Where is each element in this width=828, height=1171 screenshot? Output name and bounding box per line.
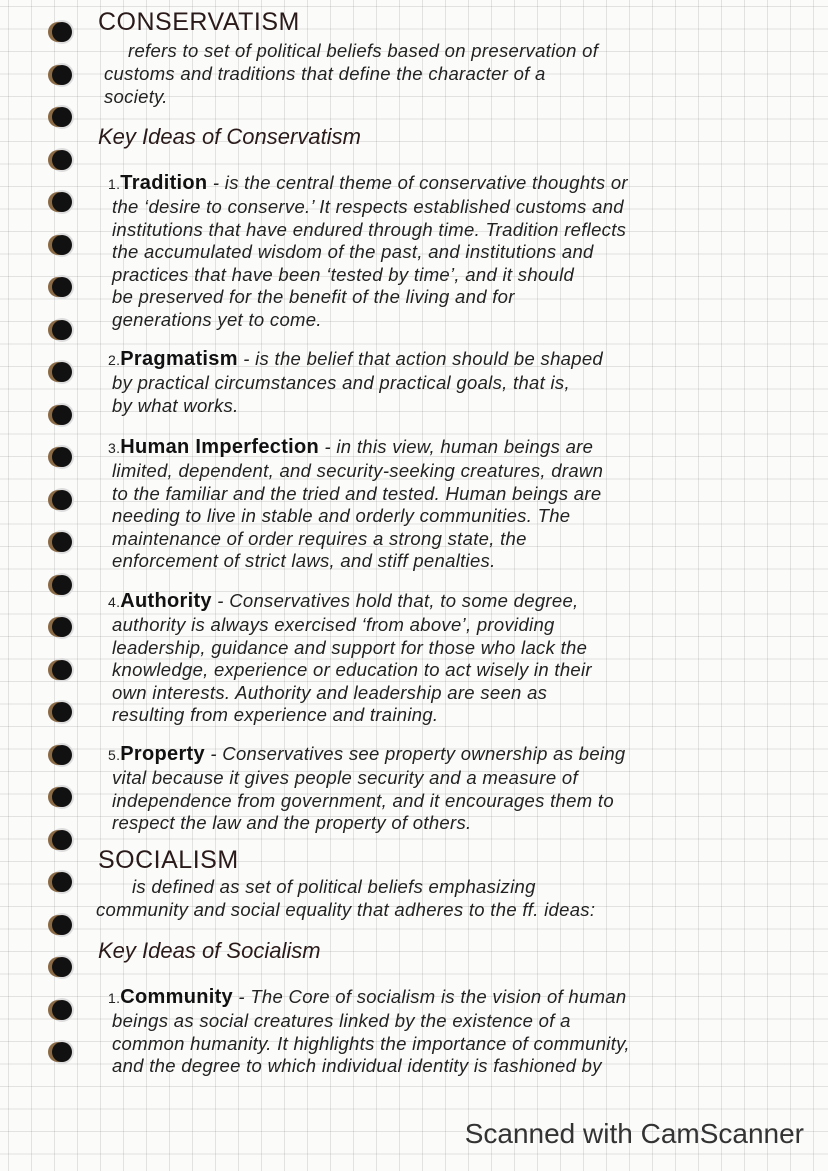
item-number: 4. (108, 594, 121, 610)
item-text: - The Core of socialism is the vision of human (232, 986, 627, 1007)
item-line: leadership, guidance and support for those who lack the (112, 636, 588, 658)
binding-hole (52, 277, 72, 297)
item-number: 1. (108, 176, 121, 192)
item-line: independence from government, and it encourages them to (112, 789, 614, 811)
item-line: limited, dependent, and security-seeking creatures, drawn (112, 460, 604, 481)
key-idea-item (108, 986, 627, 1009)
key-idea-item (108, 590, 579, 613)
item-term: Community (120, 986, 233, 1008)
key-ideas-heading: Key Ideas of Socialism (98, 938, 321, 963)
item-number: 5. (108, 747, 121, 763)
binding-hole (52, 490, 72, 510)
binding-hole (52, 617, 72, 637)
binding-hole (52, 447, 72, 467)
item-line: to the familiar and the tried and tested. Human beings are (112, 482, 602, 504)
binding-hole (52, 1000, 72, 1020)
item-line: practices that have been ‘tested by time’, and it should (112, 263, 575, 285)
item-term: Authority (120, 590, 212, 612)
item-line: common humanity. It highlights the importance of community, (112, 1032, 630, 1054)
item-text: - Conservatives hold that, to some degree, (211, 590, 579, 611)
item-line: and the degree to which individual identity is fashioned by (112, 1055, 602, 1077)
item-number: 3. (108, 440, 121, 456)
intro-line: community and social equality that adheres to the ff. ideas: (96, 899, 596, 920)
item-term: Pragmatism (120, 348, 238, 370)
item-line: needing to live in stable and orderly communities. The (112, 505, 571, 527)
item-term: Tradition (120, 172, 208, 194)
binding-hole (52, 405, 72, 425)
binding-hole (52, 22, 72, 42)
item-line: the ‘desire to conserve.’ It respects established customs and (112, 196, 624, 217)
item-line: resulting from experience and training. (112, 704, 439, 726)
binding-hole (52, 915, 72, 935)
key-idea-item (108, 436, 593, 459)
item-line: by what works. (112, 394, 239, 416)
scanner-watermark: Scanned with CamScanner (464, 1118, 804, 1149)
intro-line: society. (104, 86, 168, 107)
key-idea-item (108, 743, 626, 766)
item-line: generations yet to come. (112, 309, 322, 330)
item-text: - is the belief that action should be shaped (237, 348, 604, 369)
binding-hole (52, 235, 72, 255)
binding-hole (52, 575, 72, 595)
intro-line: is defined as set of political beliefs emphasizing (132, 876, 536, 897)
binding-hole (52, 107, 72, 127)
item-text: - is the central theme of conservative thoughts or (207, 172, 628, 193)
binding-hole (52, 150, 72, 170)
item-text: - in this view, human beings are (319, 436, 594, 457)
item-number: 1. (108, 990, 121, 1006)
section-title: CONSERVATISM (98, 8, 300, 36)
item-line: enforcement of strict laws, and stiff penalties. (112, 550, 496, 572)
binding-hole (52, 362, 72, 382)
item-number: 2. (108, 352, 121, 368)
item-line: be preserved for the benefit of the living and for (112, 286, 515, 308)
intro-line: customs and traditions that define the character of a (104, 63, 546, 84)
item-term: Property (120, 743, 205, 765)
item-term: Human Imperfection (120, 436, 320, 458)
item-text: - Conservatives see property ownership as being (204, 743, 626, 764)
item-line: institutions that have endured through time. Tradition reflects (112, 218, 627, 240)
binding-hole (52, 957, 72, 977)
item-line: own interests. Authority and leadership are seen as (112, 681, 548, 703)
key-idea-item (108, 348, 603, 371)
binding-hole (52, 192, 72, 212)
item-line: respect the law and the property of others. (112, 812, 472, 834)
item-line: beings as social creatures linked by the existence of a (112, 1010, 571, 1031)
item-line: vital because it gives people security and a measure of (112, 767, 578, 788)
binding-hole (52, 1042, 72, 1062)
binding-hole (52, 787, 72, 807)
binding-hole (52, 830, 72, 850)
item-line: authority is always exercised ‘from above’, providing (112, 614, 555, 635)
binding-hole (52, 320, 72, 340)
item-line: the accumulated wisdom of the past, and institutions and (112, 241, 594, 263)
section-title: SOCIALISM (98, 846, 239, 874)
binding-hole (52, 65, 72, 85)
binding-hole (52, 702, 72, 722)
item-line: knowledge, experience or education to act wisely in their (112, 659, 592, 681)
binding-hole (52, 532, 72, 552)
intro-line: refers to set of political beliefs based on preservation of (128, 40, 599, 61)
item-line: by practical circumstances and practical goals, that is, (112, 372, 570, 393)
key-idea-item (108, 172, 628, 195)
item-line: maintenance of order requires a strong state, the (112, 527, 527, 549)
binding-hole (52, 745, 72, 765)
binding-hole (52, 660, 72, 680)
key-ideas-heading: Key Ideas of Conservatism (98, 124, 361, 149)
binding-hole (52, 872, 72, 892)
